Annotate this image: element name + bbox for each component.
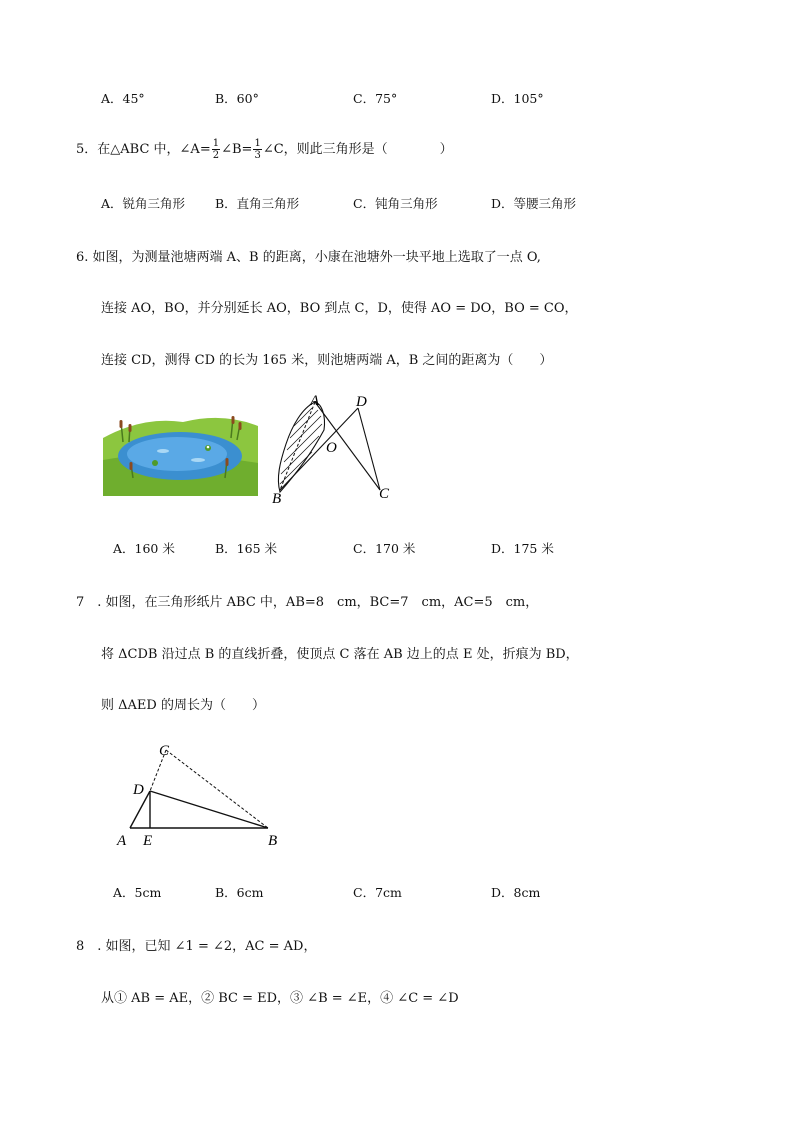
- label-a: A: [117, 833, 127, 849]
- q5-option-b: B．直角三角形: [215, 196, 300, 211]
- q7-option-b: B．6cm: [215, 885, 264, 900]
- q5-frac1-den: 2: [212, 150, 220, 161]
- q6-option-c: C．170 米: [353, 541, 416, 556]
- label-b: B: [272, 491, 282, 507]
- segment-bd: [280, 408, 358, 490]
- q5-text-mid: ∠B=: [221, 142, 253, 157]
- q5-option-a: A．锐角三角形: [101, 196, 186, 211]
- q4-option-c: C．75°: [353, 91, 398, 106]
- q7-option-c: C．7cm: [353, 885, 402, 900]
- q6-option-d: D．175 米: [491, 541, 554, 556]
- q6-option-b: B．165 米: [215, 541, 278, 556]
- q6-line-3: 连接 CD，测得 CD 的长为 165 米，则池塘两端 A，B 之间的距离为（ ）: [101, 353, 553, 368]
- q5-fraction-2: [253, 138, 261, 161]
- segment-cb-dashed: [166, 750, 268, 828]
- q7-geometry-figure: [112, 738, 292, 850]
- q5-text-post: ∠C，则此三角形是（ ）: [262, 142, 453, 157]
- q7-line-1: 7 . 如图，在三角形纸片 ABC 中，AB=8 cm，BC=7 cm，AC=5 cm，: [76, 595, 539, 610]
- q4-option-d: D．105°: [491, 91, 544, 106]
- q5-option-d: D．等腰三角形: [491, 196, 577, 211]
- q4-option-a: A．45°: [101, 91, 145, 106]
- q8-line-1: 8 . 如图，已知 ∠1 = ∠2，AC = AD，: [76, 939, 317, 954]
- q5-question: [76, 138, 453, 161]
- pond-illustration: [103, 408, 258, 496]
- q5-frac2-den: 3: [254, 150, 261, 161]
- q5-text-pre: 在△ABC 中，∠A=: [97, 142, 211, 157]
- q8-line-2: 从① AB = AE，② BC = ED，③ ∠B = ∠E，④ ∠C = ∠D: [101, 991, 459, 1006]
- q7-option-d: D．8cm: [491, 885, 541, 900]
- q7-line-2: 将 ΔCDB 沿过点 B 的直线折叠，使顶点 C 落在 AB 边上的点 E 处，折痕为 BD，: [101, 647, 579, 662]
- label-d: D: [133, 782, 144, 798]
- label-c: C: [379, 486, 390, 502]
- q5-number: 5．: [76, 142, 98, 157]
- segment-cd: [358, 408, 380, 490]
- segment-db: [150, 791, 268, 828]
- q7-line-3: 则 ΔAED 的周长为（ ）: [101, 698, 265, 713]
- label-a: A: [310, 393, 320, 409]
- q4-option-b: B．60°: [215, 91, 259, 106]
- segment-ac: [315, 402, 380, 490]
- q5-option-c: C．钝角三角形: [353, 196, 438, 211]
- q7-option-a: A．5cm: [113, 885, 162, 900]
- q5-frac2-num: 1: [254, 138, 261, 149]
- label-o: O: [326, 440, 337, 456]
- q5-frac1-num: 1: [212, 138, 220, 149]
- label-e: E: [143, 833, 153, 849]
- q6-line-1: 6. 如图，为测量池塘两端 A、B 的距离，小康在池塘外一块平地上选取了一点 O,: [76, 250, 541, 265]
- label-c: C: [159, 743, 170, 759]
- pond-hatching: [280, 408, 322, 484]
- label-b: B: [268, 833, 278, 849]
- q6-option-a: A．160 米: [113, 541, 175, 556]
- q6-geometry-figure: [268, 392, 398, 510]
- label-d: D: [356, 394, 367, 410]
- q6-line-2: 连接 AO，BO，并分别延长 AO，BO 到点 C，D，使得 AO = DO，BO = CO，: [101, 301, 578, 316]
- q5-fraction-1: [212, 138, 220, 161]
